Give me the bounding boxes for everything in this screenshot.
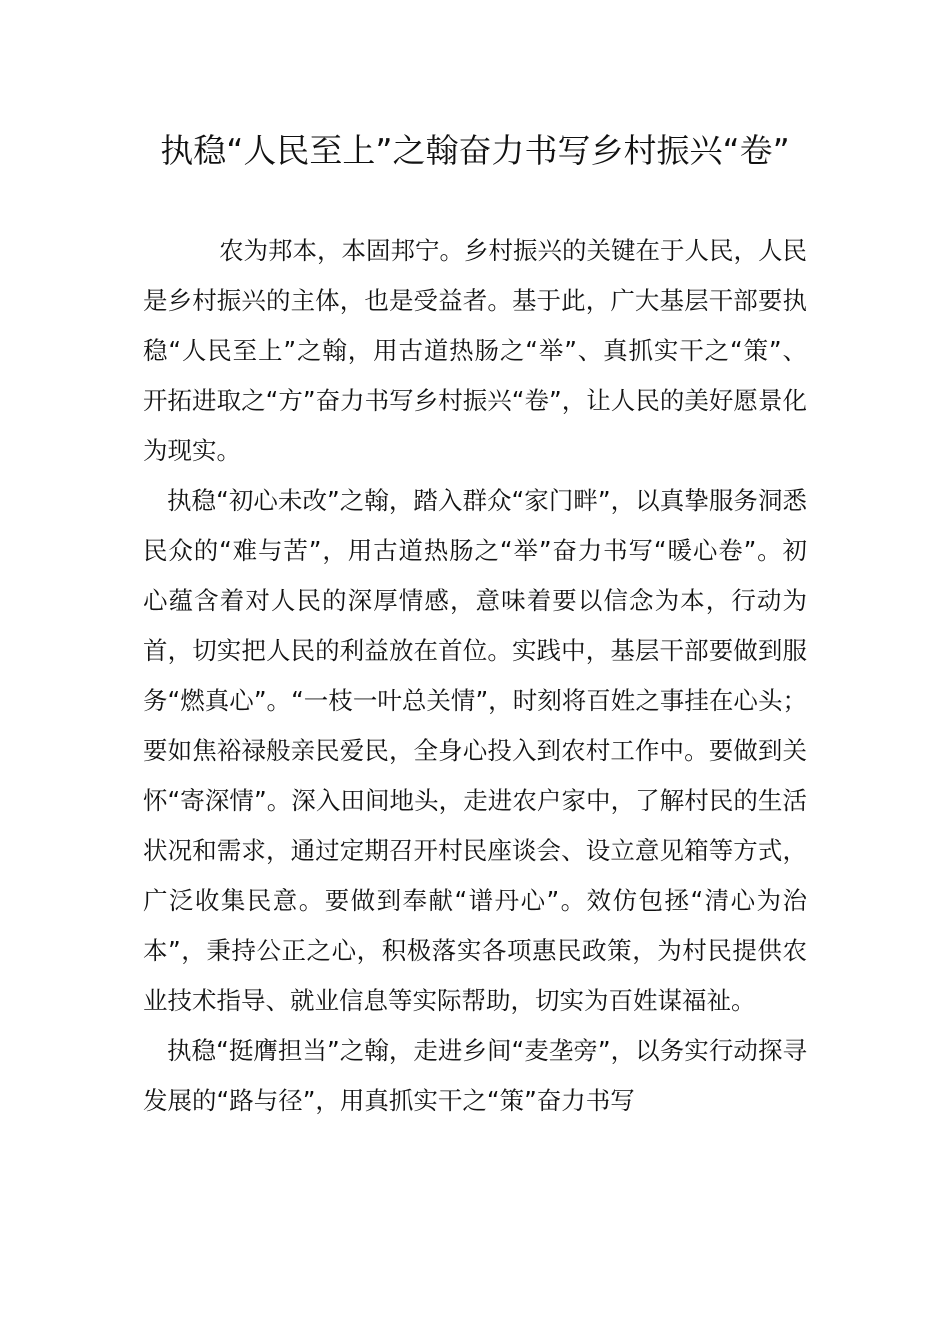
- document-body: [143, 226, 807, 1126]
- paragraph-section-one: 执稳“初心未改”之翰，踏入群众“家门畔”，以真挚服务洞悉民众的“难与苦”，用古道热肠之“举”奋力书写“暖心卷”。初心蕴含着对人民的深厚情感，意味着要以信念为本，行动为首，切实把人民的利益放在首位。实践中，基层干部要做到服务“燃真心”。“一枝一叶总关情”，时刻将百姓之事挂在心头；要如焦裕禄般亲民爱民，全身心投入到农村工作中。要做到关怀“寄深情”。深入田间地头，走进农户家中，了解村民的生活状况和需求，通过定期召开村民座谈会、设立意见箱等方式，广泛收集民意。要做到奉献“谱丹心”。效仿包拯“清心为治本”，秉持公正之心，积极落实各项惠民政策，为村民提供农业技术指导、就业信息等实际帮助，切实为百姓谋福祉。: [143, 486, 807, 1015]
- document-title: 执稳“人民至上”之翰奋力书写乡村振兴“卷”: [160, 131, 790, 170]
- paragraph-section-two: 执稳“挺膺担当”之翰，走进乡间“麦垄旁”，以务实行动探寻发展的“路与径”，用真抓实干之“策”奋力书写: [143, 1036, 807, 1115]
- paragraph-intro: 农为邦本，本固邦宁。乡村振兴的关键在于人民，人民是乡村振兴的主体，也是受益者。基于此，广大基层干部要执稳“人民至上”之翰，用古道热肠之“举”、真抓实干之“策”、开拓进取之“方”奋力书写乡村振兴“卷”，让人民的美好愿景化为现实。: [143, 236, 807, 465]
